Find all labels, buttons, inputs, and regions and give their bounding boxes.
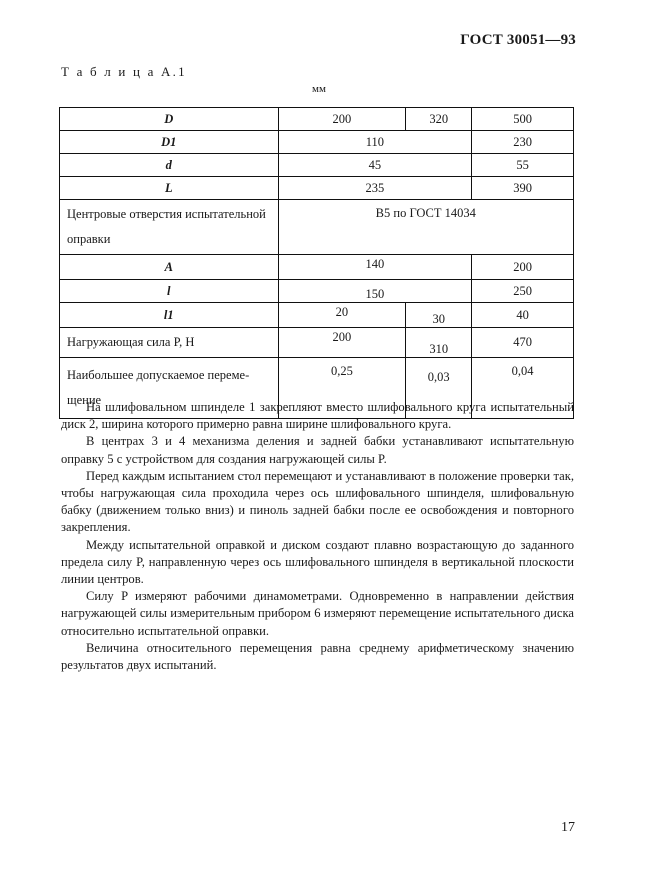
spec-table [59, 107, 574, 419]
table-cell: 470 [472, 328, 574, 358]
body-text [61, 399, 574, 674]
table-row [60, 154, 574, 177]
page-number: 17 [561, 820, 575, 835]
table-row [60, 131, 574, 154]
table-row [60, 255, 574, 280]
symbol-base: l1 [163, 307, 174, 322]
row-label-L: L [60, 177, 279, 200]
table-cell: 390 [472, 177, 574, 200]
table-cell: 200 [472, 255, 574, 280]
table-row [60, 303, 574, 328]
table-cell: 250 [472, 280, 574, 303]
table-row [60, 280, 574, 303]
table-row [60, 328, 574, 358]
table-row [60, 177, 574, 200]
row-label-max-displacement: Наибольшее допускаемое перемещение [60, 358, 279, 419]
table-cell: 0,04 [472, 358, 574, 419]
table-cell: 45 [278, 154, 472, 177]
row-label-load-force: Нагружающая сила P, Н [60, 328, 279, 358]
table-cell: 150 [278, 280, 472, 303]
row-label-d: d [60, 154, 279, 177]
table-row [60, 200, 574, 255]
table-cell: 230 [472, 131, 574, 154]
row-label-l: l [60, 280, 279, 303]
table-unit: мм [312, 83, 326, 95]
table-cell: 200 [278, 108, 406, 131]
table-cell: 20 [278, 303, 406, 328]
paragraph: Между испытательной оправкой и диском создают плавно возрастающую до заданного предела силу P, направленную через ось шлифовального шпинделя в вертикальной плоскости линии центров. [61, 537, 574, 587]
table-row [60, 108, 574, 131]
row-label-center-holes: Центровые отверстия испытательной оправки [60, 200, 279, 255]
table-cell: 310 [406, 328, 472, 358]
paragraph: В центрах 3 и 4 механизма деления и задней бабки устанавливают испытательную оправку 5 с устройством для создания нагружающей силы P. [61, 434, 574, 466]
symbol-base: D1 [161, 134, 177, 149]
paragraph: Величина относительного перемещения равна среднему арифметическому значению результатов двух испытаний. [61, 640, 574, 673]
paragraph: Силу P измеряют рабочими динамометрами. Одновременно в направлении действия нагружающей силы измерительным прибором 6 измеряют перемещение испытательного диска относительно испытательной оправки. [61, 589, 574, 638]
table-cell: В5 по ГОСТ 14034 [278, 200, 573, 255]
table-cell: 40 [472, 303, 574, 328]
table-cell: 110 [278, 131, 472, 154]
table-cell: 500 [472, 108, 574, 131]
table-cell: 55 [472, 154, 574, 177]
table-cell: 235 [278, 177, 472, 200]
row-label-l1 [60, 303, 279, 328]
table-cell: 0,25 [278, 358, 406, 419]
paragraph: Перед каждым испытанием стол перемещают и устанавливают в положение проверки так, чтобы нагружающая сила проходила через ось шлифовального шпинделя, шлифовальную бабку (движением только вниз) и пиноль задней бабки после ее освобождения и повторного закрепления. [61, 468, 574, 535]
paragraph: На шлифовальном шпинделе 1 закрепляют вместо шлифовального круга испытательный диск 2, ширина которого примерно равна ширине шлифовального круга. [61, 400, 574, 432]
row-label-D: D [60, 108, 279, 131]
row-label-A: A [60, 255, 279, 280]
table-title: Т а б л и ц а А.1 [61, 64, 187, 79]
table-cell: 320 [406, 108, 472, 131]
document-header-standard: ГОСТ 30051—93 [460, 32, 576, 48]
row-label-D1 [60, 131, 279, 154]
table-cell: 200 [278, 328, 406, 358]
table-cell: 140 [278, 255, 472, 280]
table-cell: 0,03 [406, 358, 472, 419]
table-cell: 30 [406, 303, 472, 328]
